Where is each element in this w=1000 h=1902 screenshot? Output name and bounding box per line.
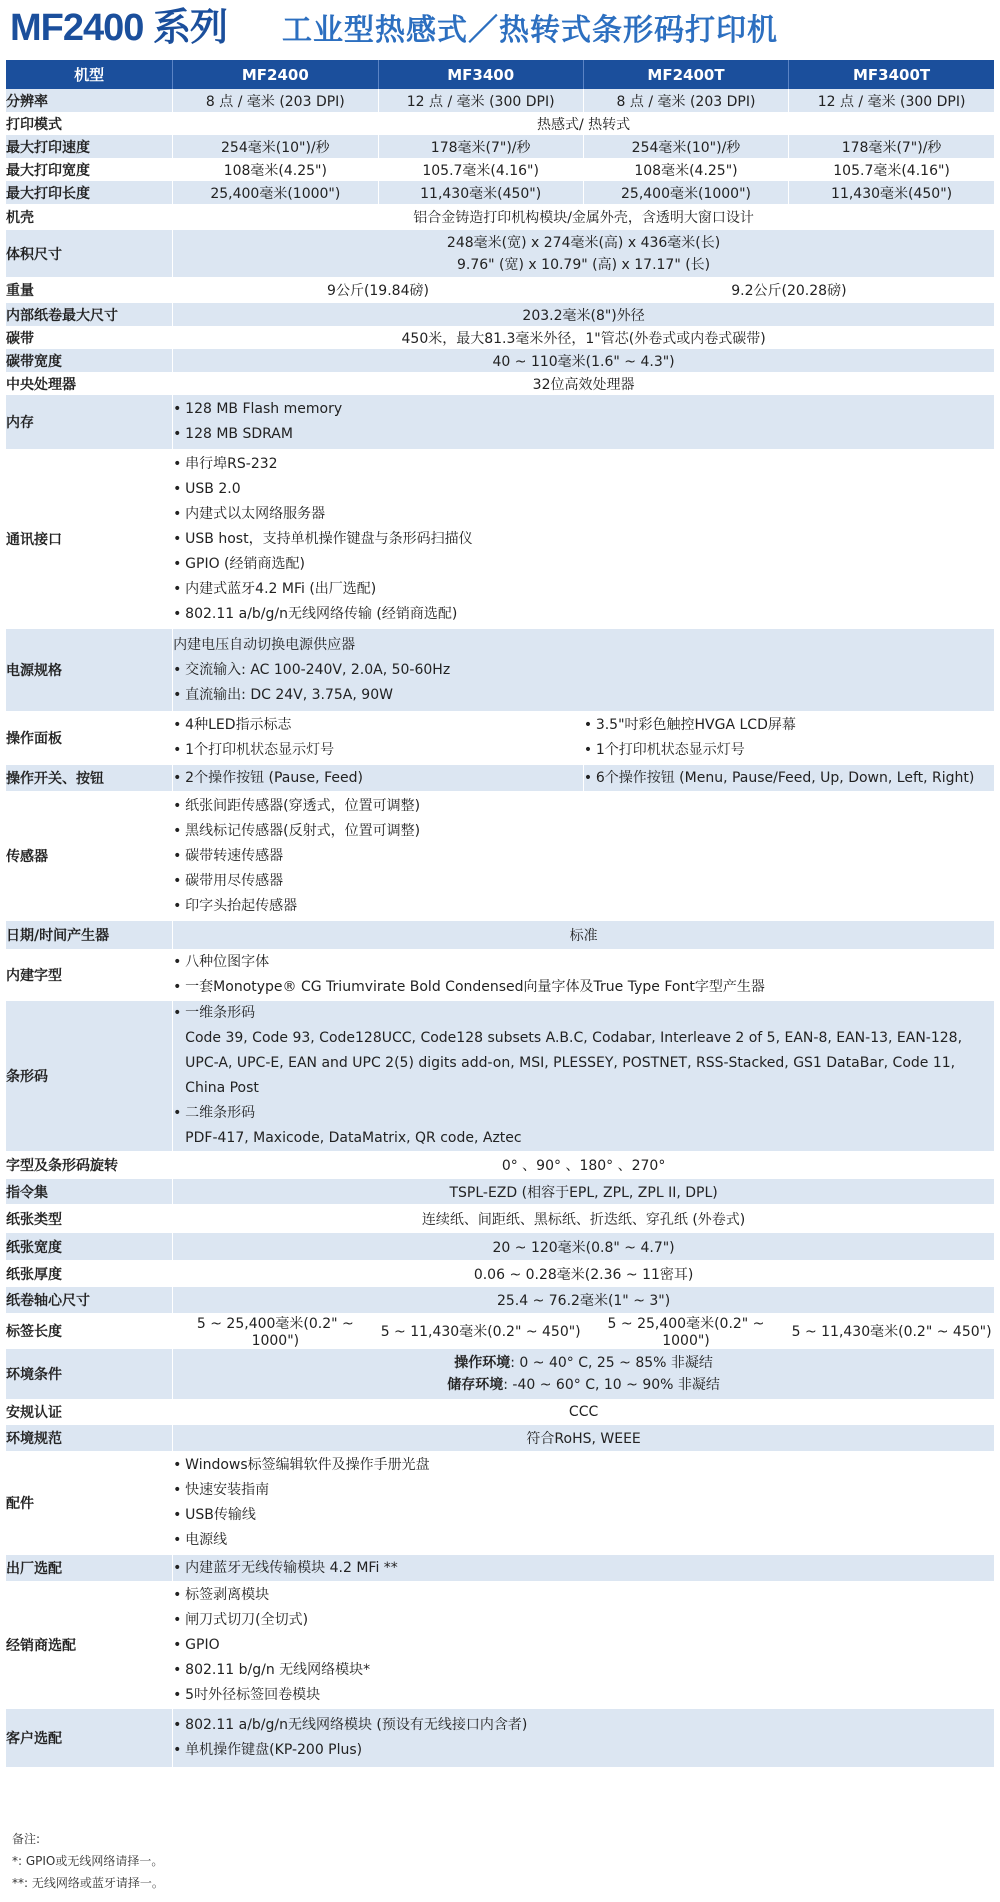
row-label: 传感器	[6, 791, 173, 921]
row-label: 电源规格	[6, 629, 173, 711]
dimensions-metric: 248毫米(宽) x 274毫米(高) x 436毫米(长)	[446, 234, 721, 251]
barcode-2d-list: PDF-417, Maxicode, DataMatrix, QR code, Aztec	[185, 1130, 522, 1146]
table-row	[6, 1709, 994, 1767]
table-row	[6, 230, 994, 277]
cell-list	[173, 791, 994, 921]
row-label: 出厂选配	[6, 1555, 173, 1581]
cell-list	[173, 1709, 994, 1767]
table-row	[6, 181, 994, 204]
list-intro: 内建电压自动切换电源供应器	[173, 636, 356, 653]
cell-value: 25.4 ~ 76.2毫米(1" ~ 3")	[173, 1287, 994, 1313]
cell-value: 108毫米(4.25")	[583, 158, 788, 181]
row-label: 安规认证	[6, 1399, 173, 1425]
cell-value: 热感式/ 热转式	[173, 112, 994, 135]
row-label: 碳带宽度	[6, 349, 173, 372]
cell-list	[173, 1581, 994, 1709]
footnotes	[12, 1828, 164, 1894]
list-item: • 碳带用尽传感器	[173, 869, 994, 894]
cell-value: 105.7毫米(4.16")	[378, 158, 583, 181]
table-row	[6, 765, 994, 791]
cell-value: 铝合金铸造打印机构模块/金属外壳，含透明大窗口设计	[173, 204, 994, 230]
table-row	[6, 1001, 994, 1151]
list-item: • 6个操作按钮 (Menu, Pause/Feed, Up, Down, Left, Right)	[584, 766, 994, 791]
cell-value: 9公斤(19.84磅)	[173, 277, 584, 303]
list-item: • 内建蓝牙无线传输模块 4.2 MFi **	[173, 1556, 994, 1581]
cell-value: CCC	[173, 1399, 994, 1425]
row-label: 最大打印宽度	[6, 158, 173, 181]
table-row	[6, 1581, 994, 1709]
list-item: • 串行埠RS-232	[173, 452, 994, 477]
list-item: • USB传输线	[173, 1503, 994, 1528]
list-item: • Windows标签编辑软件及操作手册光盘	[173, 1453, 994, 1478]
table-row	[6, 326, 994, 349]
table-row	[6, 349, 994, 372]
storage-env-value: : -40 ~ 60° C, 10 ~ 90% 非凝结	[503, 1377, 720, 1393]
table-row	[6, 1287, 994, 1313]
list-item: • 黑线标记传感器(反射式，位置可调整)	[173, 819, 994, 844]
cell-value: 254毫米(10")/秒	[583, 135, 788, 158]
cell-list	[173, 1451, 994, 1555]
row-label: 分辨率	[6, 89, 173, 112]
cell-value	[173, 1349, 994, 1399]
row-label: 纸张厚度	[6, 1260, 173, 1287]
table-row	[6, 449, 994, 629]
operating-env-label: 操作环境	[454, 1355, 511, 1371]
table-header-row	[6, 60, 994, 89]
list-item: • 碳带转速传感器	[173, 844, 994, 869]
cell-value: 符合RoHS, WEEE	[173, 1425, 994, 1451]
note-bluetooth: **: 无线网络或蓝牙请择一。	[12, 1876, 164, 1890]
cell-value: 8 点 / 毫米 (203 DPI)	[583, 89, 788, 112]
cell-value: 9.2公斤(20.28磅)	[583, 277, 994, 303]
list-item: • 电源线	[173, 1528, 994, 1553]
cell-value: 12 点 / 毫米 (300 DPI)	[378, 89, 583, 112]
cell-list	[583, 711, 994, 765]
cell-value: 25,400毫米(1000")	[583, 181, 788, 204]
list-item: • 交流输入: AC 100-240V, 2.0A, 50-60Hz	[173, 658, 994, 683]
row-label: 纸张宽度	[6, 1233, 173, 1260]
table-row	[6, 89, 994, 112]
table-row	[6, 158, 994, 181]
col-header-mf2400t: MF2400T	[583, 60, 788, 89]
cell-value: 40 ~ 110毫米(1.6" ~ 4.3")	[173, 349, 994, 372]
list-item: • 2个操作按钮 (Pause, Feed)	[173, 766, 583, 791]
col-header-mf2400: MF2400	[173, 60, 378, 89]
cell-list	[173, 949, 994, 1001]
list-item: • 802.11 a/b/g/n无线网络传输 (经销商选配)	[173, 602, 994, 627]
list-item: • 802.11 a/b/g/n无线网络模块 (预设有无线接口内含者)	[173, 1713, 994, 1738]
operating-env	[173, 1352, 994, 1374]
operating-env-value: : 0 ~ 40° C, 25 ~ 85% 非凝结	[510, 1355, 713, 1371]
notes-title: 备注:	[12, 1832, 41, 1846]
row-label: 最大打印长度	[6, 181, 173, 204]
row-label: 打印模式	[6, 112, 173, 135]
table-row	[6, 1204, 994, 1233]
list-item: • 快速安装指南	[173, 1478, 994, 1503]
row-label: 字型及条形码旋转	[6, 1151, 173, 1179]
cell-value: 0.06 ~ 0.28毫米(2.36 ~ 11密耳)	[173, 1260, 994, 1287]
table-row	[6, 1313, 994, 1349]
table-row	[6, 303, 994, 326]
list-item: • 一套Monotype® CG Triumvirate Bold Condensed向量字体及True Type Font字型产生器	[173, 975, 994, 1000]
row-label: 环境条件	[6, 1349, 173, 1399]
series-title: MF2400 系列	[10, 7, 227, 49]
cell-value: TSPL-EZD (相容于EPL, ZPL, ZPL II, DPL)	[173, 1179, 994, 1204]
list-item: • 印字头抬起传感器	[173, 894, 994, 919]
dimensions-imperial: 9.76" (宽) x 10.79" (高) x 17.17" (长)	[457, 256, 711, 273]
table-row	[6, 1349, 994, 1399]
row-label: 内建字型	[6, 949, 173, 1001]
cell-list	[583, 765, 994, 791]
storage-env	[173, 1374, 994, 1396]
table-row	[6, 949, 994, 1001]
list-item: • 128 MB Flash memory	[173, 397, 994, 422]
row-label: 操作面板	[6, 711, 173, 765]
row-label: 重量	[6, 277, 173, 303]
list-item: • 二维条形码	[173, 1101, 994, 1126]
cell-value: 203.2毫米(8")外径	[173, 303, 994, 326]
cell-value: 5 ~ 25,400毫米(0.2" ~ 1000")	[583, 1313, 788, 1349]
row-label: 纸卷轴心尺寸	[6, 1287, 173, 1313]
list-item: • 闸刀式切刀(全切式)	[173, 1608, 994, 1633]
cell-value: 标准	[173, 921, 994, 949]
storage-env-label: 储存环境	[447, 1377, 504, 1393]
list-item: • USB 2.0	[173, 477, 994, 502]
cell-list	[173, 449, 994, 629]
row-label: 中央处理器	[6, 372, 173, 395]
row-label: 条形码	[6, 1001, 173, 1151]
table-row	[6, 277, 994, 303]
cell-value: 25,400毫米(1000")	[173, 181, 378, 204]
list-item: • 八种位图字体	[173, 950, 994, 975]
table-row	[6, 1425, 994, 1451]
note-gpio: *: GPIO或无线网络请择一。	[12, 1854, 164, 1868]
cell-value: 254毫米(10")/秒	[173, 135, 378, 158]
table-row	[6, 395, 994, 449]
table-row	[6, 1151, 994, 1179]
row-label: 环境规范	[6, 1425, 173, 1451]
cell-value: 11,430毫米(450")	[789, 181, 994, 204]
cell-value: 32位高效处理器	[173, 372, 994, 395]
cell-list	[173, 1001, 994, 1151]
cell-value: 178毫米(7")/秒	[378, 135, 583, 158]
row-label: 通讯接口	[6, 449, 173, 629]
list-item: • 内建式蓝牙4.2 MFi (出厂选配)	[173, 577, 994, 602]
row-label: 机壳	[6, 204, 173, 230]
table-row	[6, 1555, 994, 1581]
cell-list	[173, 395, 994, 449]
col-header-mf3400t: MF3400T	[789, 60, 994, 89]
cell-value: 5 ~ 25,400毫米(0.2" ~ 1000")	[173, 1313, 378, 1349]
table-row	[6, 135, 994, 158]
list-item: • USB host，支持单机操作键盘与条形码扫描仪	[173, 527, 994, 552]
series-subtitle: 工业型热感式／热转式条形码打印机	[282, 13, 778, 48]
page-header	[0, 0, 1000, 58]
barcode-1d-list: Code 39, Code 93, Code128UCC, Code128 subsets A.B.C, Codabar, Interleave 2 of 5, EAN-8, EAN-13, EAN-128, UPC-A, UPC-E, EAN and UPC 2(5) digits add-on, MSI, PLESSEY, POSTNET, RSS-Stacked, GS1 DataBar, Code 11, China Post	[185, 1030, 963, 1096]
row-label: 经销商选配	[6, 1581, 173, 1709]
table-row	[6, 629, 994, 711]
cell-value: 8 点 / 毫米 (203 DPI)	[173, 89, 378, 112]
cell-list	[173, 629, 994, 711]
cell-value: 0° 、90° 、180° 、270°	[173, 1151, 994, 1179]
cell-value: 5 ~ 11,430毫米(0.2" ~ 450")	[378, 1313, 583, 1349]
list-item: • GPIO	[173, 1633, 994, 1658]
table-row	[6, 112, 994, 135]
list-item: • GPIO (经销商选配)	[173, 552, 994, 577]
row-label: 日期/时间产生器	[6, 921, 173, 949]
cell-value: 178毫米(7")/秒	[789, 135, 994, 158]
list-item: • 5吋外径标签回卷模块	[173, 1683, 994, 1708]
list-item: • 128 MB SDRAM	[173, 422, 994, 447]
list-item: • 1个打印机状态显示灯号	[173, 738, 583, 763]
table-row	[6, 1179, 994, 1204]
table-row	[6, 791, 994, 921]
row-label: 内部纸卷最大尺寸	[6, 303, 173, 326]
col-header-model: 机型	[6, 60, 173, 89]
list-item: • 802.11 b/g/n 无线网络模块*	[173, 1658, 994, 1683]
row-label: 指令集	[6, 1179, 173, 1204]
row-label: 配件	[6, 1451, 173, 1555]
cell-value	[173, 230, 994, 277]
cell-list	[173, 765, 584, 791]
row-label: 客户选配	[6, 1709, 173, 1767]
list-item: • 3.5"吋彩色触控HVGA LCD屏幕	[584, 713, 994, 738]
cell-list	[173, 1555, 994, 1581]
spec-table	[6, 60, 994, 1767]
cell-value: 105.7毫米(4.16")	[789, 158, 994, 181]
cell-value: 11,430毫米(450")	[378, 181, 583, 204]
table-row	[6, 1399, 994, 1425]
list-item: • 1个打印机状态显示灯号	[584, 738, 994, 763]
table-row	[6, 711, 994, 765]
cell-value: 108毫米(4.25")	[173, 158, 378, 181]
cell-value: 12 点 / 毫米 (300 DPI)	[789, 89, 994, 112]
row-label: 体积尺寸	[6, 230, 173, 277]
table-row	[6, 372, 994, 395]
cell-list	[173, 711, 584, 765]
list-item: • 单机操作键盘(KP-200 Plus)	[173, 1738, 994, 1763]
row-label: 纸张类型	[6, 1204, 173, 1233]
list-item: • 内建式以太网络服务器	[173, 502, 994, 527]
list-item: • 直流输出: DC 24V, 3.75A, 90W	[173, 683, 994, 708]
table-row	[6, 921, 994, 949]
row-label: 标签长度	[6, 1313, 173, 1349]
cell-value: 5 ~ 11,430毫米(0.2" ~ 450")	[789, 1313, 994, 1349]
row-label: 操作开关、按钮	[6, 765, 173, 791]
table-row	[6, 204, 994, 230]
table-row	[6, 1233, 994, 1260]
cell-value: 连续纸、间距纸、黑标纸、折迭纸、穿孔纸 (外卷式)	[173, 1204, 994, 1233]
list-item: • 4种LED指示标志	[173, 713, 583, 738]
table-row	[6, 1451, 994, 1555]
list-item: • 标签剥离模块	[173, 1583, 994, 1608]
col-header-mf3400: MF3400	[378, 60, 583, 89]
row-label: 碳带	[6, 326, 173, 349]
row-label: 内存	[6, 395, 173, 449]
list-item: • 纸张间距传感器(穿透式，位置可调整)	[173, 794, 994, 819]
list-item: • 一维条形码	[173, 1001, 994, 1026]
cell-value: 450米，最大81.3毫米外径，1"管芯(外卷式或内卷式碳带)	[173, 326, 994, 349]
row-label: 最大打印速度	[6, 135, 173, 158]
table-row	[6, 1260, 994, 1287]
cell-value: 20 ~ 120毫米(0.8" ~ 4.7")	[173, 1233, 994, 1260]
